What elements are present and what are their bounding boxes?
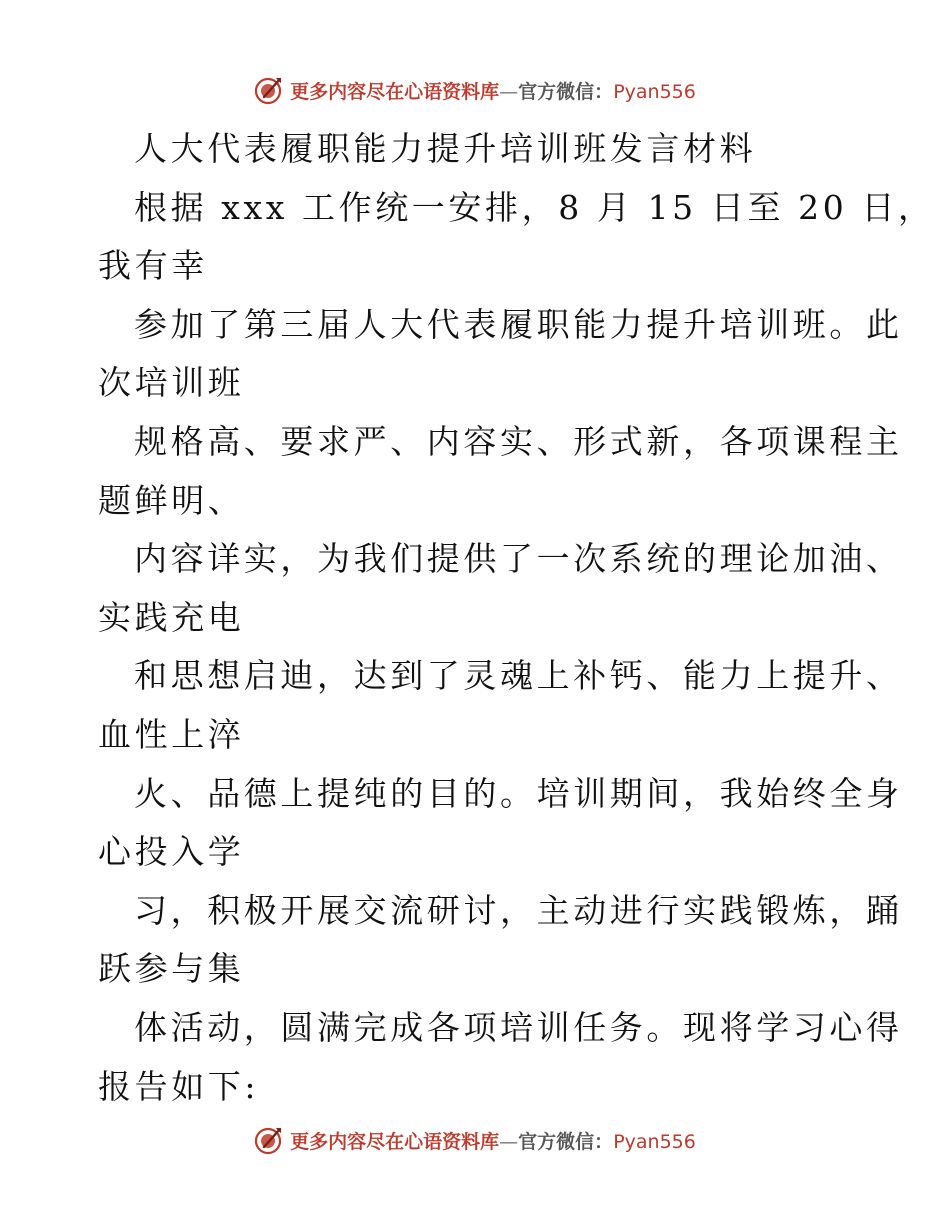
quill-seal-icon (254, 1125, 284, 1155)
paragraph-line: 我有幸 (98, 246, 208, 286)
quill-seal-icon (254, 75, 284, 105)
paragraph-line: 次培训班 (98, 363, 245, 403)
watermark-sub: 官方微信： (518, 80, 614, 103)
watermark-dash: — (499, 80, 519, 103)
paragraph-line: 参加了第三届人大代表履职能力提升培训班。此 (134, 304, 903, 344)
watermark-text (290, 77, 696, 104)
paragraph-line: 火、品德上提纯的目的。培训期间，我始终全身 (134, 773, 903, 813)
document-body (98, 120, 935, 1116)
watermark-id: Pyan556 (613, 80, 696, 103)
paragraph-line: 跃参与集 (98, 949, 245, 989)
header-watermark (0, 70, 950, 110)
document-title: 人大代表履职能力提升培训班发言材料 (134, 129, 757, 168)
paragraph-line: 习，积极开展交流研讨，主动进行实践锻炼，踊 (134, 890, 903, 930)
paragraph-line: 血性上淬 (98, 714, 245, 754)
paragraph-line: 实践充电 (98, 597, 245, 637)
watermark-text (290, 1127, 696, 1154)
watermark-main: 更多内容尽在心语资料库 (290, 1130, 500, 1153)
paragraph-line: 规格高、要求严、内容实、形式新，各项课程主 (134, 421, 903, 461)
paragraph-line: 题鲜明、 (98, 480, 245, 520)
paragraph-line: 体活动，圆满完成各项培训任务。现将学习心得 (134, 1007, 903, 1047)
watermark-dash: — (499, 1130, 519, 1153)
paragraph-line: 和思想启迪，达到了灵魂上补钙、能力上提升、 (134, 656, 903, 696)
paragraph-line: 报告如下: (98, 1066, 260, 1106)
paragraph-line: 心投入学 (98, 832, 245, 872)
footer-watermark (0, 1120, 950, 1160)
paragraph-line: 根据 xxx 工作统一安排，8 月 15 日至 20 日， (134, 187, 935, 227)
watermark-main: 更多内容尽在心语资料库 (290, 80, 500, 103)
paragraph-line: 内容详实，为我们提供了一次系统的理论加油、 (134, 539, 903, 579)
watermark-id: Pyan556 (613, 1130, 696, 1153)
watermark-sub: 官方微信： (518, 1130, 614, 1153)
